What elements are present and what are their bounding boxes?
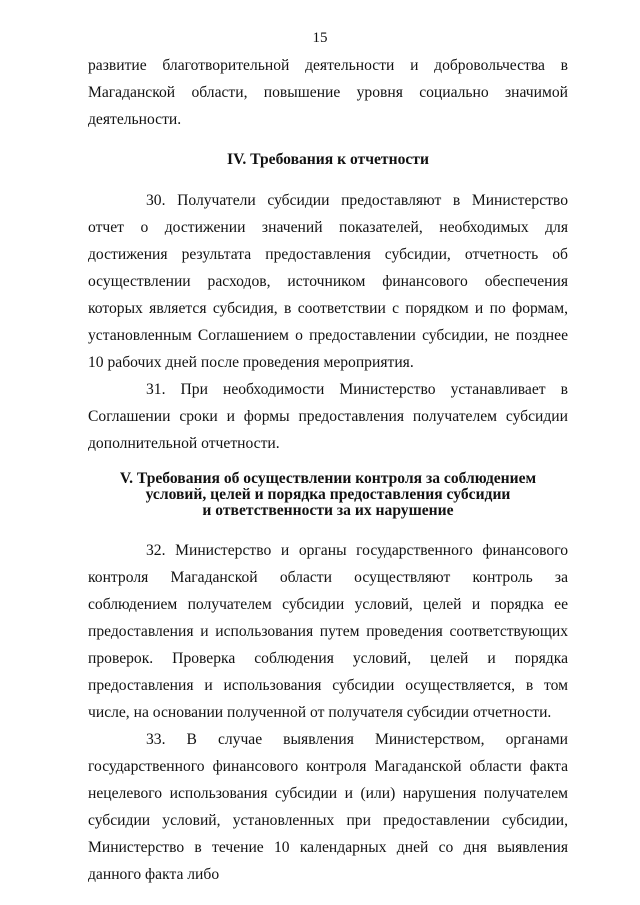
section-five-heading-line-3: и ответственности за их нарушение	[202, 502, 454, 519]
intro-paragraph: развитие благотворительной деятельности и добровольчества в Магаданской области, повышение уровня социально значимой деятельности.	[88, 57, 568, 128]
document-content	[88, 52, 568, 888]
section-five-heading	[88, 471, 568, 519]
paragraph-32: 32. Министерство и органы государственного финансового контроля Магаданской области осуществляют контроль за соблюдением получателем субсидии условий, целей и порядка ее предоставления и использования путем проведения соответствующих проверок. Проверка соблюдения условий, целей и порядка предоставления и использования субсидии осуществляется, в том числе, на основании полученной от получателя субсидии отчетности.	[88, 542, 568, 721]
section-five-heading-line-1: V. Требования об осуществлении контроля за соблюдением	[119, 470, 537, 487]
paragraph-33: 33. В случае выявления Министерством, органами государственного финансового контроля Магаданской области факта нецелевого использования субсидии и (или) нарушения получателем субсидии условий, установленных при предоставлении субсидии, Министерство в течение 10 календарных дней со дня выявления данного факта либо	[88, 731, 568, 883]
paragraph-31: 31. При необходимости Министерство устанавливает в Соглашении сроки и формы предоставления получателем субсидии дополнительной отчетности.	[88, 381, 568, 452]
page-number: 15	[312, 30, 328, 46]
section-five-heading-line-2: условий, целей и порядка предоставления субсидии	[145, 486, 511, 503]
paragraph-30: 30. Получатели субсидии предоставляют в Министерство отчет о достижении значений показателей, необходимых для достижения результата предоставления субсидии, отчетность об осуществлении расходов, источником финансового обеспечения которых является субсидия, в соответствии с порядком и по формам, установленным Соглашением о предоставлении субсидии, не позднее 10 рабочих дней после проведения мероприятия.	[88, 192, 568, 371]
section-four-heading: IV. Требования к отчетности	[227, 151, 429, 168]
